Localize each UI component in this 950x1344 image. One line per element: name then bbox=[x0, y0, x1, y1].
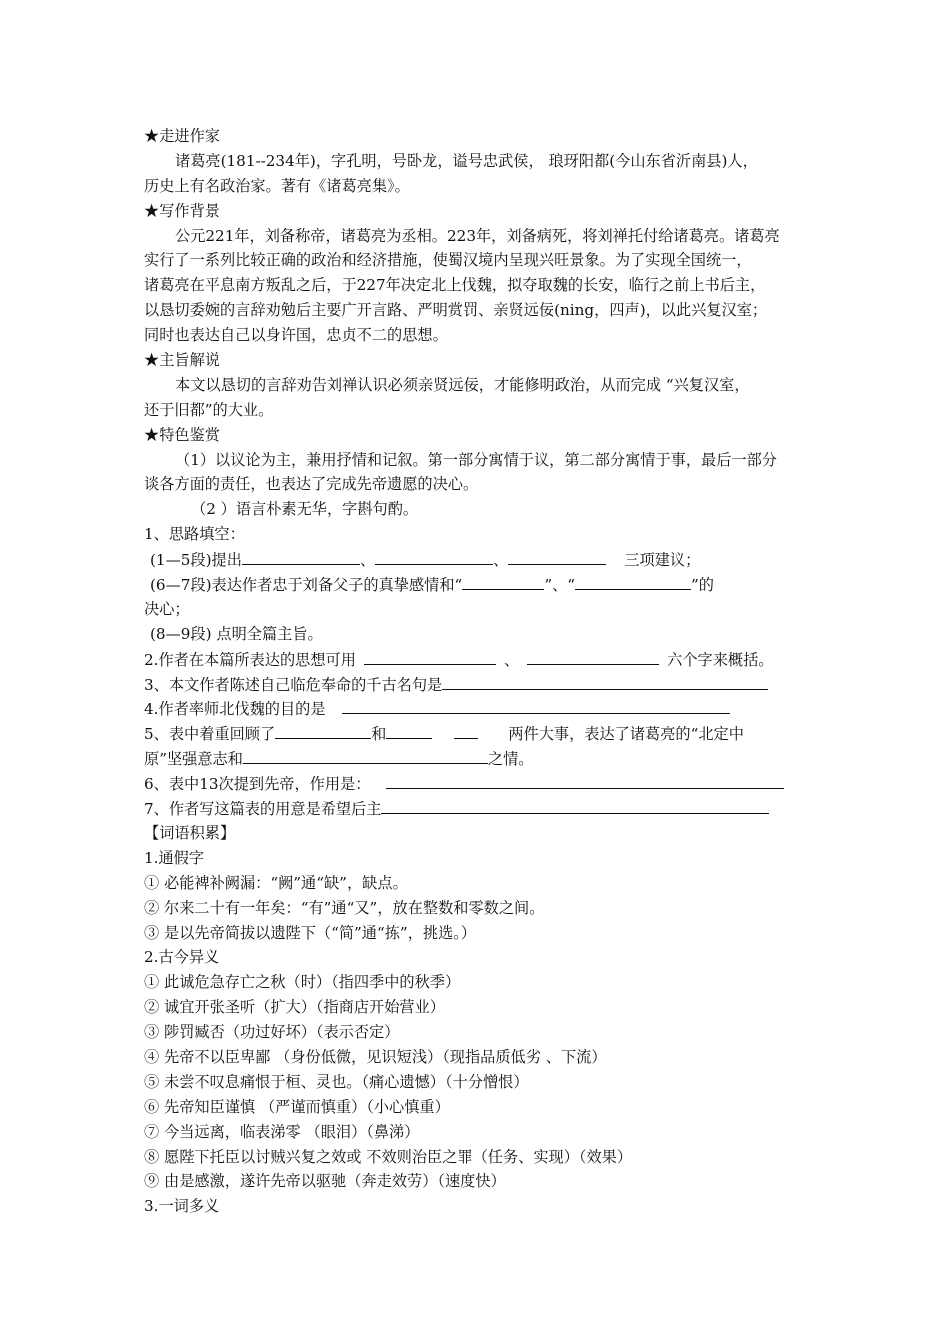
q6 bbox=[144, 771, 824, 796]
q1b-blank-2[interactable] bbox=[575, 572, 691, 590]
q1-part-b-cont: 决心； bbox=[144, 599, 190, 618]
q5-mid: 和 bbox=[371, 725, 387, 744]
q2-suffix: 六个字来概括。 bbox=[667, 650, 774, 669]
q5-suffix: 两件大事，表达了诸葛亮的“北定中 bbox=[508, 725, 744, 744]
theme-text-line: 还于旧都”的大业。 bbox=[144, 400, 274, 419]
gujin-item: ⑥ 先帝知臣谨慎 （严谨而慎重）（小心慎重） bbox=[144, 1097, 450, 1116]
q6-prefix: 6、表中13次提到先帝，作用是： bbox=[144, 775, 371, 794]
yici-title: 3.一词多义 bbox=[144, 1197, 220, 1216]
q7 bbox=[144, 796, 824, 821]
q1a-blank-2[interactable] bbox=[375, 547, 493, 565]
q3-blank[interactable] bbox=[442, 672, 768, 690]
q2-blank-1[interactable] bbox=[364, 647, 496, 665]
q2-sep: 、 bbox=[503, 650, 520, 669]
features-text-line: 谈各方面的责任，也表达了完成先帝遗愿的决心。 bbox=[144, 475, 479, 494]
gujin-item: ④ 先帝不以臣卑鄙 （身份低微，见识短浅）（现指品质低劣 、下流） bbox=[144, 1047, 607, 1066]
q1b-blank-1[interactable] bbox=[462, 572, 544, 590]
q5-prefix: 5、表中着重回顾了 bbox=[144, 725, 276, 744]
q5-cont-prefix: 原”坚强意志和 bbox=[144, 750, 243, 769]
author-text-line: 历史上有名政治家。著有《诸葛亮集》。 bbox=[144, 176, 410, 195]
background-text-line: 诸葛亮在平息南方叛乱之后，于227年决定北上伐魏，拟夺取魏的长安，临行之前上书后主， bbox=[144, 276, 766, 295]
q1a-sep: 、 bbox=[359, 551, 376, 570]
features-heading: ★特色鉴赏 bbox=[144, 425, 220, 444]
q7-blank[interactable] bbox=[381, 796, 769, 814]
tongjia-item: ③ 是以先帝简拔以遗陛下（“简”通“拣”，挑选。） bbox=[144, 923, 477, 942]
q2-prefix: 2.作者在本篇所表达的思想可用 bbox=[144, 650, 356, 669]
q5-blank-2b[interactable] bbox=[454, 721, 478, 739]
q1a-blank-1[interactable] bbox=[242, 547, 360, 565]
q1-title: 1、思路填空： bbox=[144, 525, 245, 544]
q1a-sep: 、 bbox=[493, 551, 509, 570]
q1a-prefix: (1—5段)提出 bbox=[150, 551, 242, 570]
q2 bbox=[144, 647, 824, 672]
background-text-line: 公元221年，刘备称帝，诸葛亮为丞相。223年，刘备病死，将刘禅托付给诸葛亮。诸葛亮 bbox=[175, 226, 780, 245]
q5-blank-3[interactable] bbox=[243, 746, 488, 764]
q1-part-b bbox=[144, 572, 824, 597]
gujin-item: ① 此诚危急存亡之秋（时）（指四季中的秋季） bbox=[144, 973, 461, 992]
q3 bbox=[144, 672, 824, 697]
background-text-line: 以恳切委婉的言辞劝勉后主要广开言路、严明赏罚、亲贤远佞(ning，四声)，以此兴复汉室； bbox=[144, 301, 768, 320]
q1b-mid: ”、“ bbox=[544, 576, 576, 595]
q2-blank-2[interactable] bbox=[527, 647, 659, 665]
gujin-title: 2.古今异义 bbox=[144, 948, 220, 967]
q4-prefix: 4.作者率师北伐魏的目的是 bbox=[144, 700, 326, 719]
author-heading: ★走进作家 bbox=[144, 127, 220, 145]
background-text-line: 实行了一系列比较正确的政治和经济措施，使蜀汉境内呈现兴旺景象。为了实现全国统一， bbox=[144, 251, 752, 270]
vocab-title: 【词语积累】 bbox=[144, 823, 236, 842]
background-text-line: 同时也表达自己以身许国，忠贞不二的思想。 bbox=[144, 326, 448, 345]
q5-cont bbox=[144, 746, 824, 771]
background-heading: ★写作背景 bbox=[144, 201, 220, 220]
q3-prefix: 3、本文作者陈述自己临危奉命的千古名句是 bbox=[144, 675, 443, 694]
q1-part-a bbox=[144, 547, 824, 572]
theme-text-line: 本文以恳切的言辞劝告刘禅认识必须亲贤远佞，才能修明政治，从而完成 “兴复汉室， bbox=[175, 375, 750, 394]
q5 bbox=[144, 721, 824, 746]
q4 bbox=[144, 696, 824, 721]
tongjia-item: ② 尔来二十有一年矣：“有”通“又”，放在整数和零数之间。 bbox=[144, 898, 545, 917]
q6-blank[interactable] bbox=[386, 771, 784, 789]
gujin-item: ⑤ 未尝不叹息痛恨于桓、灵也。（痛心遗憾）（十分憎恨） bbox=[144, 1072, 529, 1091]
q5-blank-1[interactable] bbox=[275, 721, 371, 739]
document-page bbox=[144, 124, 824, 1219]
q5-blank-2[interactable] bbox=[386, 721, 432, 739]
q4-blank[interactable] bbox=[342, 696, 730, 714]
gujin-item: ② 诚宜开张圣听（扩大）（指商店开始营业） bbox=[144, 998, 445, 1017]
features-text-line: （2 ）语言朴素无华，字斟句酌。 bbox=[191, 500, 419, 519]
q1a-blank-3[interactable] bbox=[508, 547, 606, 565]
theme-heading: ★主旨解说 bbox=[144, 351, 220, 370]
tongjia-title: 1.通假字 bbox=[144, 848, 205, 867]
features-text-line: （1）以议论为主，兼用抒情和记叙。第一部分寓情于议，第二部分寓情于事，最后一部分 bbox=[175, 450, 777, 469]
gujin-item: ⑧ 愿陛下托臣以讨贼兴复之效或 不效则治臣之罪（任务、实现）（效果） bbox=[144, 1147, 633, 1166]
q5-cont-suffix: 之情。 bbox=[487, 750, 534, 769]
gujin-item: ⑨ 由是感激，遂许先帝以驱驰（奔走效劳）（速度快） bbox=[144, 1172, 506, 1191]
gujin-item: ③ 陟罚臧否（功过好坏）（表示否定） bbox=[144, 1023, 400, 1042]
q1b-prefix: (6—7段)表达作者忠于刘备父子的真挚感情和“ bbox=[150, 576, 463, 595]
q1a-suffix: 三项建议； bbox=[624, 551, 701, 570]
q7-prefix: 7、作者写这篇表的用意是希望后主 bbox=[144, 800, 382, 819]
gujin-item: ⑦ 今当远离，临表涕零 （眼泪）（鼻涕） bbox=[144, 1122, 420, 1141]
author-text-line: 诸葛亮(181--234年)，字孔明，号卧龙，谥号忠武侯， 琅玡阳都(今山东省沂南县)人， bbox=[175, 151, 758, 170]
q1-part-c: (8—9段) 点明全篇主旨。 bbox=[150, 624, 323, 643]
tongjia-item: ① 必能裨补阙漏：“阙”通“缺”，缺点。 bbox=[144, 873, 408, 892]
q1b-suffix: ”的 bbox=[691, 576, 714, 595]
